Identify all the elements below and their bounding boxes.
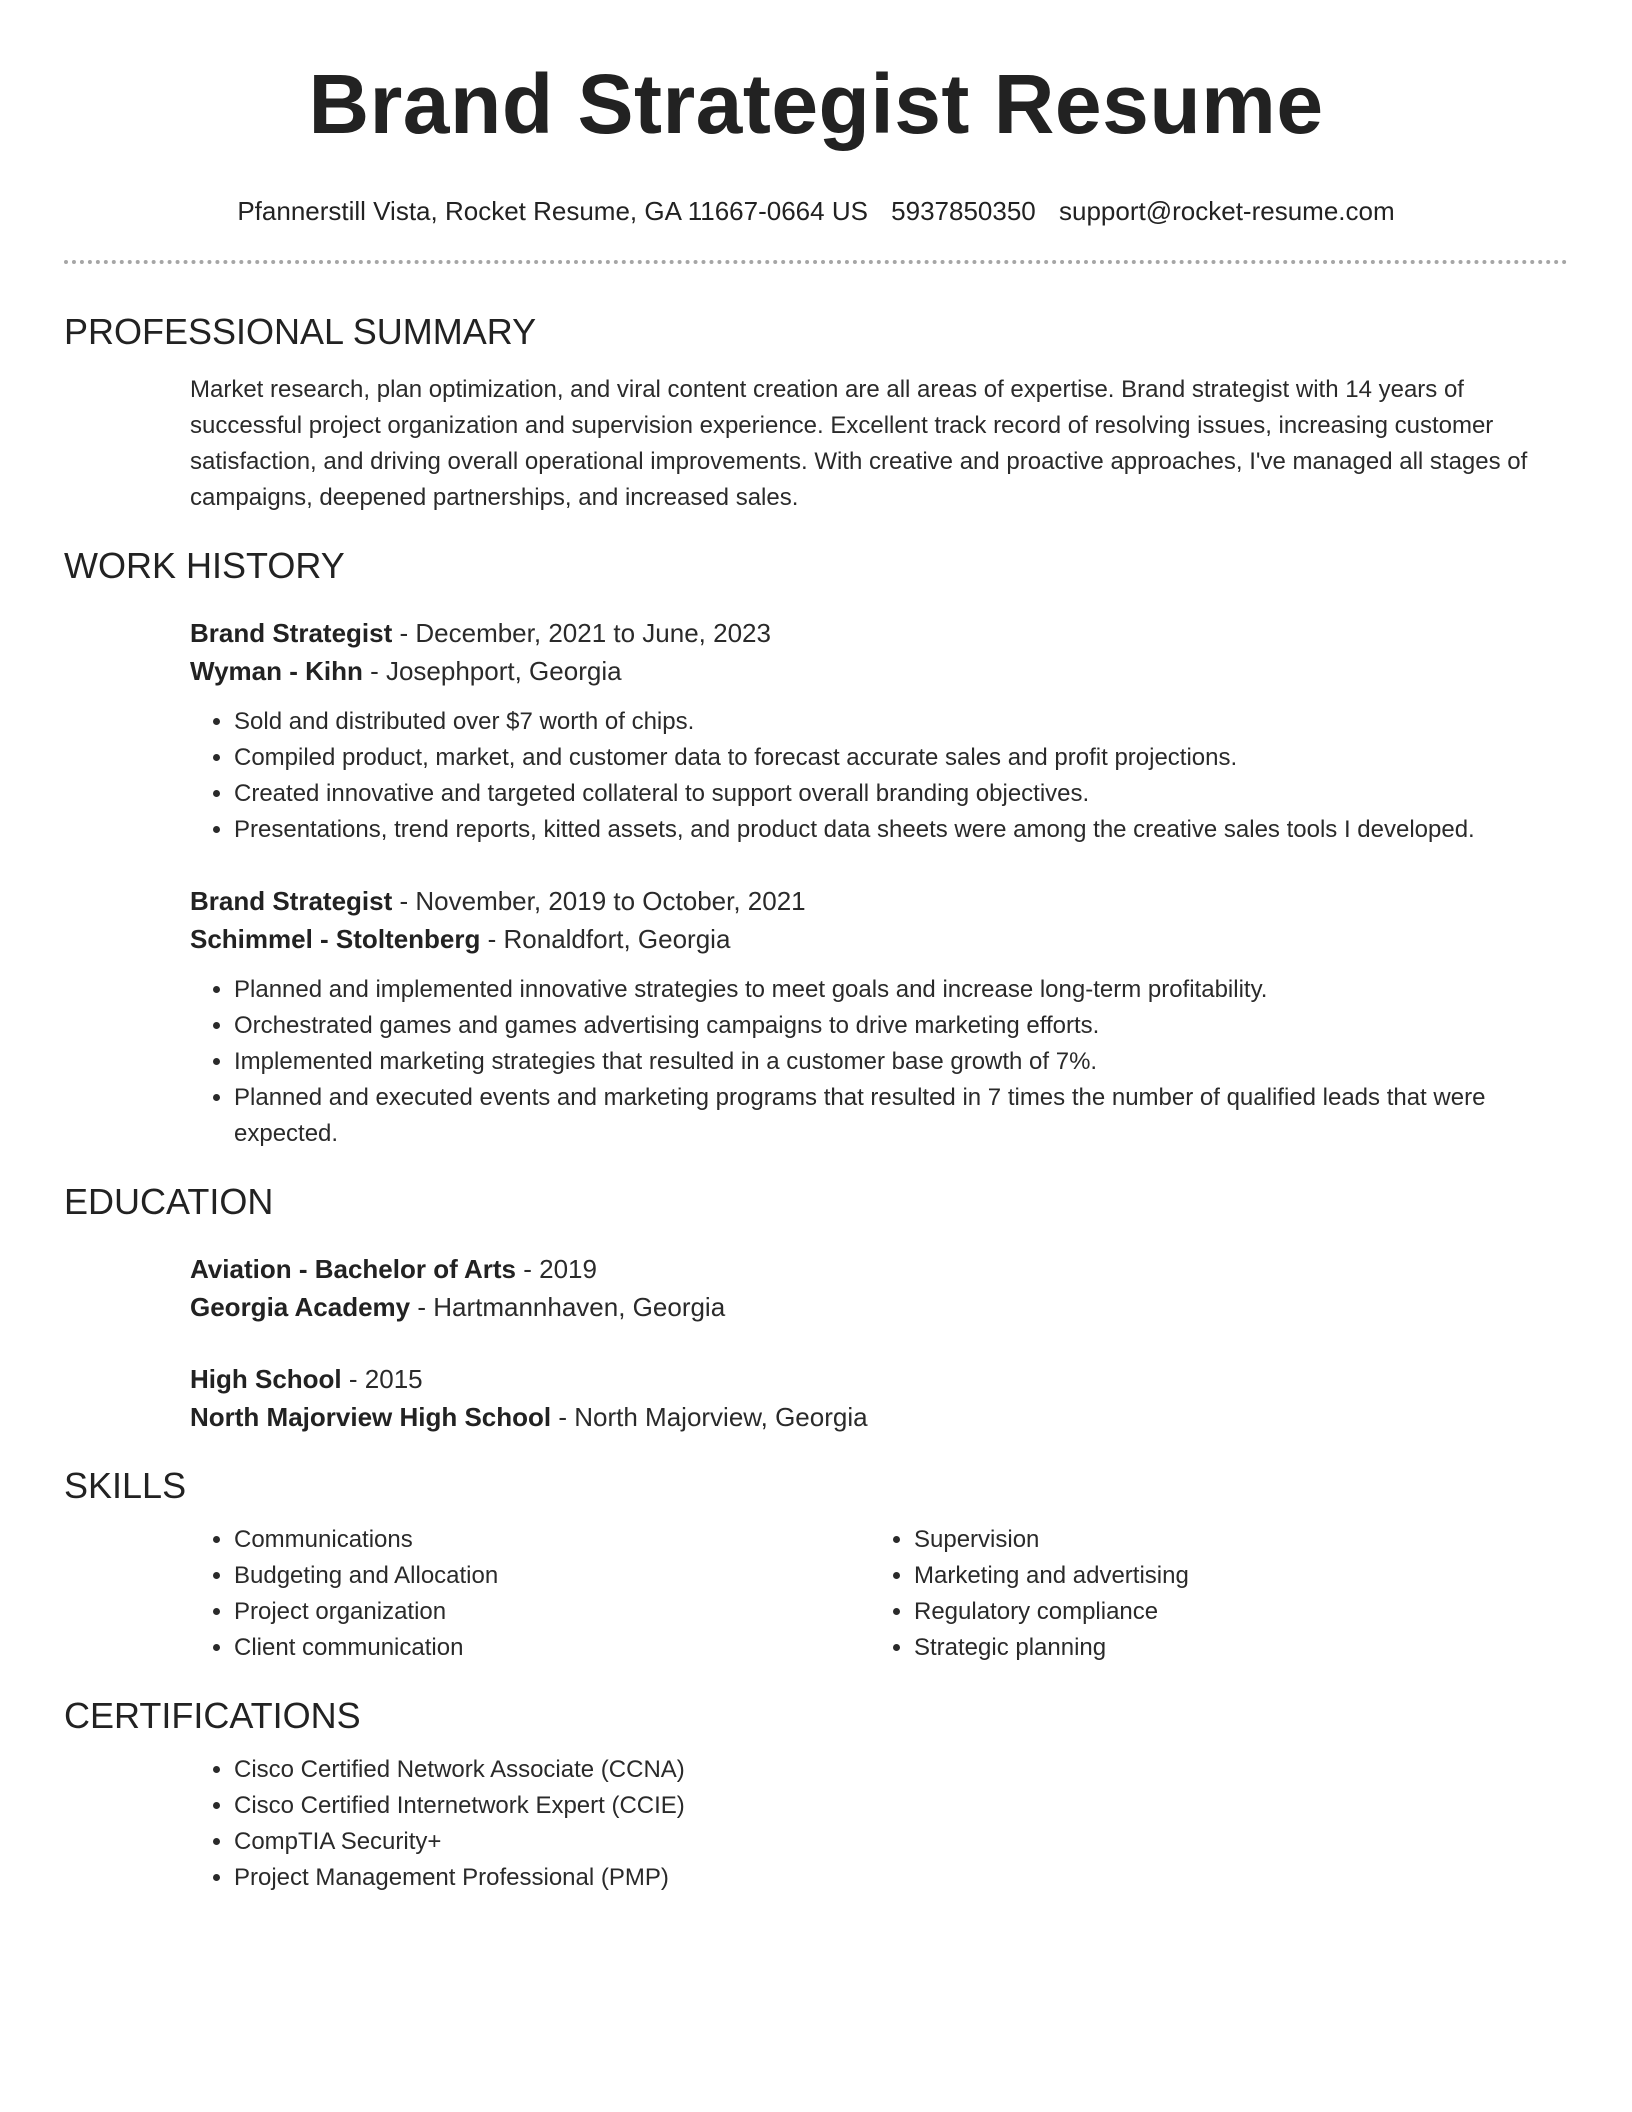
education-school: North Majorview High School <box>190 1402 552 1432</box>
job-company: Wyman - Kihn <box>190 656 363 686</box>
job-bullet: • Presentations, trend reports, kitted assets, and product data sheets were among the creative sales tools I developed. <box>234 812 1568 848</box>
job-dates: - December, 2021 to June, 2023 <box>392 618 771 648</box>
education-entry <box>190 1250 1568 1326</box>
job-title-line <box>190 614 1568 652</box>
job-company-line <box>190 920 1568 958</box>
certification-item: • Project Management Professional (PMP) <box>234 1860 1568 1896</box>
skills-heading: SKILLS <box>64 1465 187 1506</box>
job-title: Brand Strategist <box>190 886 393 916</box>
certifications-list <box>190 1752 1568 1896</box>
job-entry <box>190 614 1568 848</box>
education-degree: Aviation - Bachelor of Arts <box>190 1254 517 1284</box>
header-divider <box>64 260 1568 264</box>
certification-item: • CompTIA Security+ <box>234 1824 1568 1860</box>
skill-item: • Client communication <box>234 1630 870 1666</box>
skill-item: • Project organization <box>234 1594 870 1630</box>
skill-item: • Supervision <box>914 1522 1550 1558</box>
skill-item: • Budgeting and Allocation <box>234 1558 870 1594</box>
skill-item: • Marketing and advertising <box>914 1558 1550 1594</box>
job-bullet: • Orchestrated games and games advertising campaigns to drive marketing efforts. <box>234 1008 1568 1044</box>
education-section <box>190 1250 1568 1436</box>
job-bullet: • Planned and implemented innovative strategies to meet goals and increase long-term profitability. <box>234 972 1568 1008</box>
work-history-section <box>190 614 1568 1152</box>
job-location: - Josephport, Georgia <box>362 656 622 686</box>
education-school-line <box>190 1288 1568 1326</box>
skills-column-left <box>190 1522 870 1666</box>
education-entry <box>190 1360 1568 1436</box>
job-entry <box>190 882 1568 1152</box>
education-location: - North Majorview, Georgia <box>551 1402 868 1432</box>
skill-item: • Regulatory compliance <box>914 1594 1550 1630</box>
education-degree-line <box>190 1250 1568 1288</box>
work-history-heading: WORK HISTORY <box>64 545 345 586</box>
job-bullet: • Sold and distributed over $7 worth of chips. <box>234 704 1568 740</box>
job-bullet: • Implemented marketing strategies that resulted in a customer base growth of 7%. <box>234 1044 1568 1080</box>
resume-title: Brand Strategist Resume <box>308 57 1324 151</box>
job-dates: - November, 2019 to October, 2021 <box>392 886 806 916</box>
contact-address: Pfannerstill Vista, Rocket Resume, GA 11667-0664 US <box>237 196 868 226</box>
job-title: Brand Strategist <box>190 618 393 648</box>
summary-text: Market research, plan optimization, and viral content creation are all areas of expertise. Brand strategist with 14 years of successful project organization and supervision experience. Excellent track record of resolving issues, increasing customer satisfaction, and driving overall operational improvements. With creative and proactive approaches, I've managed all stages of campaigns, deepened partnerships, and increased sales. <box>190 376 1528 511</box>
job-bullets <box>190 972 1568 1152</box>
job-company: Schimmel - Stoltenberg <box>190 924 481 954</box>
skills-grid <box>190 1522 1568 1666</box>
contact-line <box>64 194 1568 228</box>
education-heading: EDUCATION <box>64 1181 274 1222</box>
skills-column-right <box>870 1522 1550 1666</box>
job-bullet: • Compiled product, market, and customer data to forecast accurate sales and profit projections. <box>234 740 1568 776</box>
certifications-section <box>190 1752 1568 1896</box>
job-bullets <box>190 704 1568 848</box>
contact-phone: 5937850350 <box>891 196 1036 226</box>
job-bullet: • Created innovative and targeted collateral to support overall branding objectives. <box>234 776 1568 812</box>
skill-item: • Strategic planning <box>914 1630 1550 1666</box>
certification-item: • Cisco Certified Internetwork Expert (CCIE) <box>234 1788 1568 1824</box>
education-school-line <box>190 1398 1568 1436</box>
job-location: - Ronaldfort, Georgia <box>480 924 731 954</box>
education-year: - 2015 <box>341 1364 423 1394</box>
education-year: - 2019 <box>516 1254 597 1284</box>
summary-heading: PROFESSIONAL SUMMARY <box>64 311 537 352</box>
resume-page <box>64 0 1568 1896</box>
education-location: - Hartmannhaven, Georgia <box>410 1292 726 1322</box>
certification-item: • Cisco Certified Network Associate (CCNA) <box>234 1752 1568 1788</box>
contact-email: support@rocket-resume.com <box>1059 196 1395 226</box>
job-title-line <box>190 882 1568 920</box>
job-bullet: • Planned and executed events and marketing programs that resulted in 7 times the number of qualified leads that were expected. <box>234 1080 1568 1152</box>
skills-section <box>190 1522 1568 1666</box>
certifications-heading: CERTIFICATIONS <box>64 1695 361 1736</box>
job-company-line <box>190 652 1568 690</box>
skill-item: • Communications <box>234 1522 870 1558</box>
education-degree-line <box>190 1360 1568 1398</box>
education-school: Georgia Academy <box>190 1292 411 1322</box>
education-degree: High School <box>190 1364 342 1394</box>
